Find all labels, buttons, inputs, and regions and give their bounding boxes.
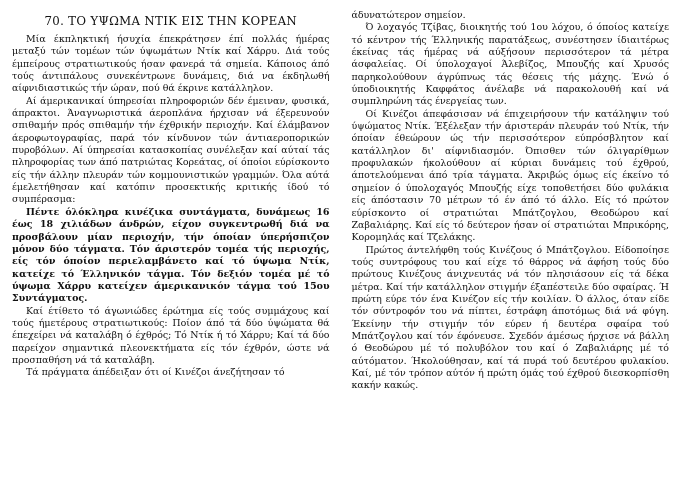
chapter-title: 70. ΤΟ ΥΨΩΜΑ ΝΤΙΚ ΕΙΣ ΤΗΝ ΚΟΡΕΑΝ	[44, 14, 298, 28]
left-page	[12, 10, 330, 473]
paragraph: Ό λοχαγός Τζίβας, διοικητής τού 1ου λόχου, ό όποίος κατείχε τό κέντρον τής Έλληνικής παρατάξεως, συνέστησεν ίδιαιτέρως έκείνας τάς ήμέρας νά αύξήσουν περισσότερον τά μέτρα άσφαλείας. Οί ύπολοχαγοί Άλεβίζος, Μπουζής καί Χρυσός παρηκολούθουν άγρύπνως τάς θέσεις τής μάχης. Ένώ ό ύποδιοικητής Καφφάτος άνέλαβε νά παρακολουθή καί νά συμπληρώνη τάς ένεργείας των.	[351, 22, 669, 108]
paragraph: Καί έτίθετο τό άγωνιώδες έρώτημα είς τούς συμμάχους καί τούς ήμετέρους στρατιωτικούς: Ποίον άπό τά δύο ύψώματα θά έπεχείρει νά καταλάβη ό έχθρός; Τό Ντίκ ή τό Χάρρυ; Καί τά δύο παρείχον σημαντικά πλεονεκτήματα είς τόν έχθρόν, ώστε νά προσπαθήση νά τά καταλάβη.	[12, 305, 330, 366]
paragraph: Οί Κινέζοι άπεφάσισαν νά έπιχειρήσουν τήν κατάληψιν τού ύψώματος Ντίκ. Έξέλεξαν τήν άριστεράν πλευράν τού Ντίκ, τήν όποίαν έθεώρουν ώς τήν περισσότερον εύπρόσβλητον καί κατάλληλον δι' αίφνιδιασμόν. Όπισθεν τών όλιγαρίθμων προφυλακών ήκολούθουν αί κύριαι δυνάμεις τού έχθρού, άποτελούμεναι άπό τρία τάγματα. Άκριβώς όμως είς έκείνο τό σημείον ό ύπολοχαγός Μπουζής είχε τοποθετήσει δύο φυλάκια είς άπόστασιν 70 μέτρων τό έν άπό τό άλλο. Είς τό πρώτον εύρίσκοντο οί στρατιώται Μπάτζογλου, Θεοδώρου καί Ζαβαλιάρης. Καί είς τό δεύτερον ήσαν οί στρατιώται Μπρικόρης, Κορομηλάς καί Τζελάκης.	[351, 108, 669, 244]
paragraph-bold: Πέντε όλόκληρα κινέζικα συντάγματα, δυνάμεως 16 έως 18 χιλιάδων άνδρών, είχον συγκεντρωθή διά να προσβάλουν μίαν περιοχήν, τήν όποίαν ύπερήσπιζον μόνον δύο τάγματα. Τόν άριστερόν τομέα τής περιοχής, είς τόν όποίον περιελαμβάνετο καί τό ύψωμα Ντίκ, κατείχε τό Έλληνικόν τάγμα. Τόν δεξιόν τομέα μέ τό ύψωμα Χάρρυ κατείχεν άμερικανικόν τάγμα τού 15ου Συντάγματος.	[12, 206, 330, 305]
paragraph-continued: άδυνατώτερον σημείον.	[351, 10, 466, 21]
paragraph: Αί άμερικανικαί ύπηρεσίαι πληροφοριών δέν έμειναν, φυσικά, άπρακτοι. Άναγνωριστικά άεροπλάνα ήρχισαν νά έξερευνούν σπιθαμήν πρός σπιθαμήν τήν έχθρικήν περιοχήν. Καί έλάμβανον άεροφωτογραφίας, παρά τόν κίνδυνον τών άντιαεροπορικών πυροβόλων. Αί ύπηρεσίαι κατασκοπίας συνέλεξαν καί αύταί τάς πληροφορίας των άπό πατριώτας Κορεάτας, οί όποίοι εύρίσκοντο είς τήν άλλην πλευράν τών κομμουνιστικών γραμμών. Όλα αύτά έμελετήθησαν καί κατόπιν προσεκτικής κριτικής ίδού τό συμπέρασμα:	[12, 95, 330, 206]
right-page	[352, 10, 670, 473]
paragraph: Τά πράγματα άπέδειξαν ότι οί Κινέζοι άνεζήτησαν τό	[26, 367, 285, 379]
paragraph: Πρώτος άντελήφθη τούς Κινέζους ό Μπάτζογλου. Είδοποίησε τούς συντρόφους του καί είχε τό θάρρος νά άφήση τούς δύο πρώτους Κινέζους άνιχνευτάς νά τόν πλησιάσουν είς τά δέκα μέτρα. Καί τήν κατάλληλον στιγμήν έξαπέστειλε δύο σφαίρας. Ή πρώτη εύρε τόν ένα Κινέζον είς τήν κοιλίαν. Ό άλλος, όταν είδε τόν σύντροφόν του νά πίπτει, έστράφη άποτόμως διά νά φύγη. Έκείνην τήν στιγμήν τόν εύρεν ή δευτέρα σφαίρα τού Μπάτζογλου καί τόν έφόνευσε. Σχεδόν άμέσως ήρχισε νά βάλλη ό Θεοδώρου μέ τό πολυβόλον του καί ό Ζαβαλιάρης μέ τό αύτόματον. Ήκολούθησαν, καί τά πυρά τού δευτέρου φυλακίου. Καί, μέ τόν τρόπον αύτόν ή πρώτη όμάς τού έχθρού διεσκορπίσθη κακήν κακώς.	[351, 244, 669, 392]
paragraph: Μία έκπληκτική ήσυχία έπεκράτησεν έπί πολλάς ήμέρας μεταξύ τών τομέων τών ύψωμάτων Ντίκ καί Χάρρυ. Διά τούς έμπείρους στρατιωτικούς ήσαν φανερά τά σημεία. Κάποιος άπό τούς άντιπάλους συνεκέντρωνε δυνάμεις, διά να έκδηλωθή αίφνιδιαστικώς τήν ώραν, πού θά έκρινε κατάλληλον.	[12, 34, 330, 95]
